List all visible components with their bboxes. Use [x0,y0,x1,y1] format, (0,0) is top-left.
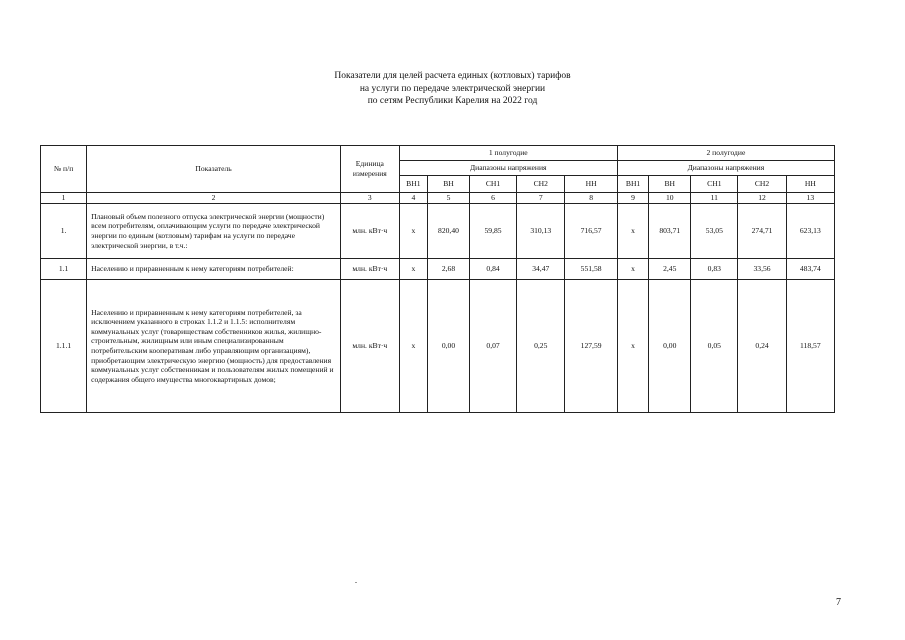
row-indicator: Населению и приравненным к нему категориям потребителей, за исключением указанного в строках 1.1.2 и 1.1.5: исполнителям коммунальных услуг (товариществам собственников жилья, жилищно-строительным, жилищным или иным специализированным потребительским кооперативам либо управляющим организациям), приобретающим электрическую энергию (мощность) для предоставления коммунальных услуг собственникам и пользователям жилых помещений и содержания общего имущества многоквартирных домов; [87,280,341,413]
table-row [41,280,835,413]
row-indicator: Плановый объем полезного отпуска электрической энергии (мощности) всем потребителям, оплачивающим услуги по передаче электрической энергии по единым (котловым) тарифам на услуги по передаче электрической энергии, в т.ч.: [87,204,341,259]
level-header: НН [565,176,617,193]
row-number: 1.1 [41,259,87,280]
row-value: 0,84 [469,259,516,280]
row-unit: млн. кВт·ч [340,259,399,280]
row-value: 483,74 [786,259,834,280]
column-number: 2 [87,193,341,204]
tariff-table [40,145,835,413]
title-line-1: Показатели для целей расчета единых (котловых) тарифов [334,71,571,81]
row-value: х [399,204,427,259]
row-value: 34,47 [517,259,565,280]
row-value: 2,68 [428,259,470,280]
row-value: 0,25 [517,280,565,413]
row-value: 0,00 [428,280,470,413]
header-indicator: Показатель [87,146,341,193]
row-value: 310,13 [517,204,565,259]
header-half-2: 2 полугодие [617,146,834,161]
column-number: 5 [428,193,470,204]
page-number: 7 [836,597,841,608]
row-value: х [617,280,648,413]
header-half-1: 1 полугодие [399,146,617,161]
row-value: х [399,259,427,280]
level-header: ВН1 [617,176,648,193]
column-number: 13 [786,193,834,204]
row-value: 0,00 [649,280,691,413]
column-number: 12 [738,193,786,204]
column-number: 6 [469,193,516,204]
document-title [0,70,905,108]
level-header: СН2 [738,176,786,193]
level-header: СН2 [517,176,565,193]
row-value: х [399,280,427,413]
level-header: СН1 [691,176,738,193]
row-value: х [617,259,648,280]
header-ranges-2: Диапазоны напряжения [617,161,834,176]
row-indicator: Населению и приравненным к нему категориям потребителей: [87,259,341,280]
row-value: 59,85 [469,204,516,259]
row-value: 274,71 [738,204,786,259]
column-number: 9 [617,193,648,204]
row-value: 118,57 [786,280,834,413]
row-value: 0,07 [469,280,516,413]
level-header: ВН [428,176,470,193]
scan-speck [355,582,357,583]
column-number: 8 [565,193,617,204]
row-value: 33,56 [738,259,786,280]
header-ranges-1: Диапазоны напряжения [399,161,617,176]
column-number: 3 [340,193,399,204]
level-header: ВН1 [399,176,427,193]
row-value: х [617,204,648,259]
row-value: 551,58 [565,259,617,280]
row-unit: млн. кВт·ч [340,204,399,259]
header-unit: Единица измерения [340,146,399,193]
header-row-1 [41,146,835,161]
column-number: 4 [399,193,427,204]
row-value: 0,83 [691,259,738,280]
column-number: 7 [517,193,565,204]
row-unit: млн. кВт·ч [340,280,399,413]
row-value: 2,45 [649,259,691,280]
table-row [41,204,835,259]
header-num: № п/п [41,146,87,193]
column-number: 11 [691,193,738,204]
column-number: 1 [41,193,87,204]
level-header: ВН [649,176,691,193]
title-line-2: на услуги по передаче электрической энергии [359,83,546,94]
column-number-row [41,193,835,204]
row-number: 1.1.1 [41,280,87,413]
row-value: 0,24 [738,280,786,413]
row-value: 820,40 [428,204,470,259]
row-value: 716,57 [565,204,617,259]
row-value: 53,05 [691,204,738,259]
column-number: 10 [649,193,691,204]
level-header: СН1 [469,176,516,193]
row-value: 127,59 [565,280,617,413]
row-value: 623,13 [786,204,834,259]
row-number: 1. [41,204,87,259]
title-line-3: по сетям Республики Карелия на 2022 год [367,96,538,106]
table-row [41,259,835,280]
row-value: 803,71 [649,204,691,259]
row-value: 0,05 [691,280,738,413]
level-header: НН [786,176,834,193]
